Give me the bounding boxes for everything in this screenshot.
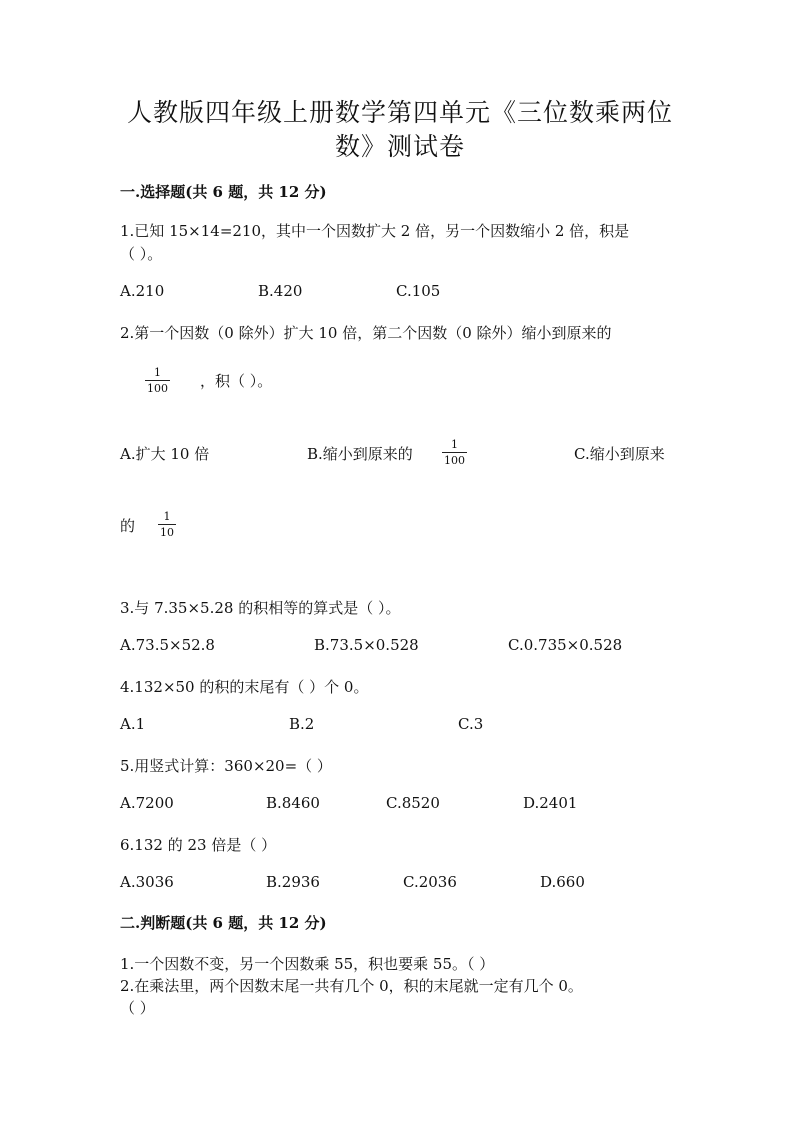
question-2-option-b[interactable]: B.缩小到原来的 <box>307 445 413 463</box>
question-2-option-b-fraction <box>442 438 467 467</box>
question-5-option-a[interactable]: A.7200 <box>120 794 174 812</box>
question-5-option-d[interactable]: D.2401 <box>523 794 578 812</box>
question-6-option-a[interactable]: A.3036 <box>120 873 174 891</box>
question-2-option-a[interactable]: A.扩大 10 倍 <box>120 445 210 463</box>
page-title-line2: 数》测试卷 <box>334 132 465 161</box>
fraction-denominator: 100 <box>444 454 465 467</box>
question-4-option-c[interactable]: C.3 <box>458 715 484 733</box>
question-5-option-b[interactable]: B.8460 <box>266 794 320 812</box>
fraction-denominator: 100 <box>147 382 168 395</box>
fraction-numerator: 1 <box>163 510 171 523</box>
question-5-option-c[interactable]: C.8520 <box>386 794 440 812</box>
question-6-stem: 6.132 的 23 倍是（ ） <box>120 836 277 854</box>
question-3-stem: 3.与 7.35×5.28 的积相等的算式是（ ）。 <box>120 599 401 617</box>
question-3-option-a[interactable]: A.73.5×52.8 <box>120 636 215 654</box>
fraction-denominator: 10 <box>160 526 174 539</box>
question-2-stem-tail: ，积（ ）。 <box>200 372 273 390</box>
fraction-numerator: 1 <box>154 366 161 379</box>
question-2-fraction <box>145 366 170 395</box>
question-4-option-b[interactable]: B.2 <box>289 715 315 733</box>
question-1-option-c[interactable]: C.105 <box>396 282 441 300</box>
fraction-bar <box>158 524 176 525</box>
judgment-2-stem-line1: 2.在乘法里，两个因数末尾一共有几个 0，积的末尾就一定有几个 0。 <box>120 977 583 995</box>
fraction-bar <box>442 452 467 453</box>
section-heading-judgment: 二.判断题(共 6 题，共 12 分) <box>120 914 327 932</box>
question-6-option-d[interactable]: D.660 <box>540 873 585 891</box>
question-1-option-a[interactable]: A.210 <box>120 282 165 300</box>
question-1-option-b[interactable]: B.420 <box>258 282 303 300</box>
question-3-option-b[interactable]: B.73.5×0.528 <box>314 636 419 654</box>
question-2-option-c[interactable]: C.缩小到原来 <box>574 445 665 463</box>
question-3-option-c[interactable]: C.0.735×0.528 <box>508 636 623 654</box>
judgment-2-stem-line2: （ ） <box>120 999 155 1017</box>
question-6-option-b[interactable]: B.2936 <box>266 873 320 891</box>
judgment-1-stem: 1.一个因数不变，另一个因数乘 55，积也要乘 55。（ ） <box>120 955 495 973</box>
question-6-option-c[interactable]: C.2036 <box>403 873 457 891</box>
page-title-line1: 人教版四年级上册数学第四单元《三位数乘两位 <box>126 98 673 127</box>
fraction-bar <box>145 380 170 381</box>
question-4-option-a[interactable]: A.1 <box>120 715 146 733</box>
question-5-stem: 5.用竖式计算：360×20=（ ） <box>120 757 332 775</box>
question-4-stem: 4.132×50 的积的末尾有（ ）个 0。 <box>120 678 369 696</box>
question-2-stem-line1: 2.第一个因数（0 除外）扩大 10 倍，第二个因数（0 除外）缩小到原来的 <box>120 324 612 342</box>
question-2-option-c-fraction <box>158 510 176 539</box>
question-1-stem-line2: （ ）。 <box>120 245 163 263</box>
section-heading-choice: 一.选择题(共 6 题，共 12 分) <box>120 183 327 201</box>
question-1-stem-line1: 1.已知 15×14=210，其中一个因数扩大 2 倍，另一个因数缩小 2 倍，积是 <box>120 222 630 240</box>
question-2-option-c-cont: 的 <box>120 517 136 535</box>
fraction-numerator: 1 <box>451 438 458 451</box>
